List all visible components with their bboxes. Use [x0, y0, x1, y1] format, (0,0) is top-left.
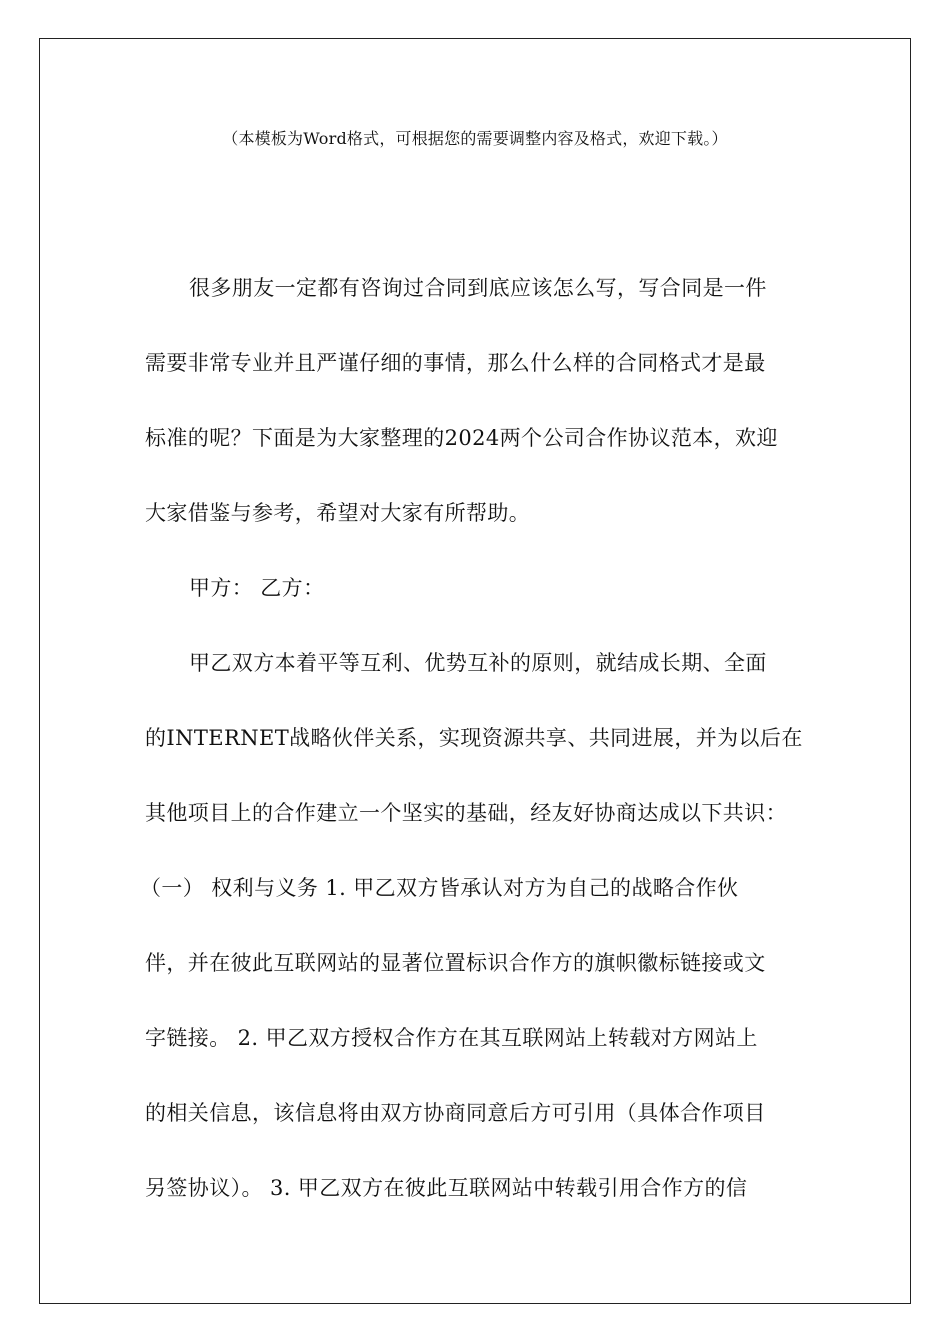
body-line-13: 另签协议）。 3. 甲乙双方在彼此互联网站中转载引用合作方的信 [145, 1176, 748, 1200]
body-line-7: 的INTERNET战略伙伴关系，实现资源共享、共同进展，并为以后在 [145, 726, 803, 750]
body-line-2: 需要非常专业并且严谨仔细的事情，那么什么样的合同格式才是最 [145, 351, 766, 375]
body-line-6: 甲乙双方本着平等互利、优势互补的原则，就结成长期、全面 [189, 651, 767, 675]
template-note: （本模板为Word格式，可根据您的需要调整内容及格式，欢迎下载。） [222, 129, 728, 148]
body-line-1: 很多朋友一定都有咨询过合同到底应该怎么写，写合同是一件 [189, 276, 767, 300]
body-line-11: 字链接。 2. 甲乙双方授权合作方在其互联网站上转载对方网站上 [145, 1026, 758, 1050]
body-line-3: 标准的呢？下面是为大家整理的2024两个公司合作协议范本，欢迎 [145, 426, 778, 450]
body-line-8: 其他项目上的合作建立一个坚实的基础，经友好协商达成以下共识： [145, 801, 787, 825]
body-line-10: 伴，并在彼此互联网站的显著位置标识合作方的旗帜徽标链接或文 [145, 951, 766, 975]
body-line-4: 大家借鉴与参考，希望对大家有所帮助。 [145, 501, 531, 525]
body-line-12: 的相关信息，该信息将由双方协商同意后方可引用（具体合作项目 [145, 1101, 766, 1125]
body-line-9: （一） 权利与义务 1. 甲乙双方皆承认对方为自己的战略合作伙 [140, 876, 739, 900]
party-line: 甲方： 乙方： [189, 576, 325, 600]
